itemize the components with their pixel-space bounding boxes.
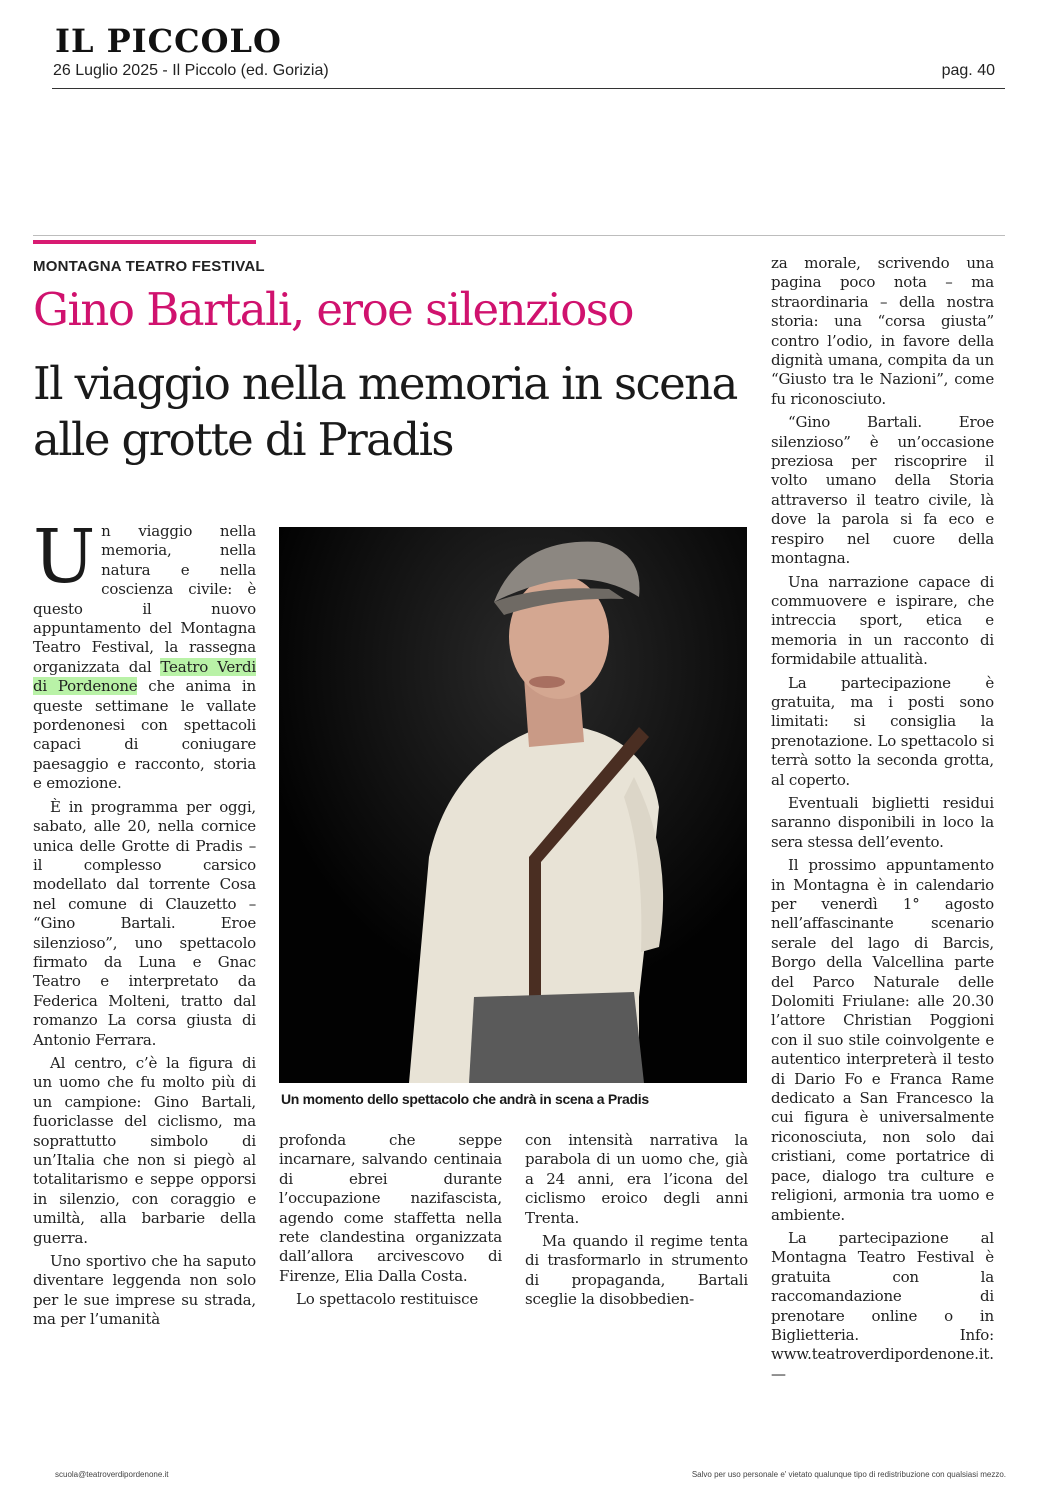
paragraph-2: È in programma per oggi, sabato, alle 20, nella cornice unica delle Grotte di Pradis – il complesso carsico modellato dal torrente Cosa nel comune di Clauzetto – “Gino Bartali. Eroe silenzioso”, uno spettacolo firmato da Luna e Gnac Teatro e interpretato da Federica Molteni, tratto dal romanzo La corsa giusta di Antonio Ferrara.: [33, 797, 256, 1049]
footer-email: scuola@teatroverdipordenone.it: [55, 1470, 169, 1479]
paragraph-14: Il prossimo appuntamento in Montagna è in calendario per venerdì 1° agosto nell’affascinante scenario serale del lago di Barcis, Borgo della Valcellina parte del Parco Naturale delle Dolomiti Friulane: alle 20.30 l’attore Christian Poggioni con il suo stile coinvolgente e autentico interpreterà il testo di Dario Fo e Franca Rame dedicato a San Francesco la cui figura è universalmente riconosciuta, non solo dai cristiani, come portatrice di pace, dialogo tra culture e religioni, armonia tra uomo e ambiente.: [771, 856, 994, 1224]
highlighted-text: Teatro Verdi di Pordenone: [33, 657, 256, 696]
kicker-accent-bar: [33, 240, 256, 244]
paragraph-9: za morale, scrivendo una pagina poco nota – ma straordinaria – della nostra storia: una “corsa giusta” contro l’odio, in favore della dignità umana, compita da un “Giusto tra le Nazioni”, come fu riconosciuto.: [771, 254, 994, 408]
paragraph-11: Una narrazione capace di commuovere e ispirare, che intreccia sport, etica e memoria in un racconto di formidabile attualità.: [771, 572, 994, 669]
kicker: MONTAGNA TEATRO FESTIVAL: [33, 258, 265, 275]
masthead-logo: IL PICCOLO: [55, 22, 282, 60]
headline: Gino Bartali, eroe silenzioso: [33, 283, 633, 336]
photo-caption: Un momento dello spettacolo che andrà in scena a Pradis: [281, 1091, 649, 1107]
page-number: pag. 40: [941, 62, 995, 79]
article-column-3: [525, 1131, 748, 1314]
paragraph-6: Lo spettacolo restituisce: [296, 1290, 478, 1309]
header-rule: [52, 88, 1005, 89]
paragraph-12: La partecipazione è gratuita, ma i posti sono limitati: si consiglia la prenotazione. Lo spettacolo si terrà sotto la seconda grotta, al coperto.: [771, 673, 994, 789]
article-column-4: [771, 254, 994, 1388]
footer-copyright-notice: Salvo per uso personale e' vietato qualunque tipo di redistribuzione con qualsiasi mezzo.: [691, 1470, 1006, 1479]
article-column-2: [279, 1131, 502, 1314]
paragraph-4: Uno sportivo che ha saputo diventare leggenda non solo per le sue imprese su strada, ma per l’umanità: [33, 1252, 256, 1329]
paragraph-7: con intensità narrativa la parabola di un uomo che, già a 24 anni, era l’icona del ciclismo eroico degli anni Trenta.: [525, 1131, 748, 1227]
subheadline: Il viaggio nella memoria in scena alle grotte di Pradis: [33, 357, 737, 466]
paragraph-1: Un viaggio nella memoria, nella natura e nella coscienza civile: è questo il nuovo appuntamento del Montagna Teatro Festival, la rassegna organizzata dal Teatro Verdi di Pordenone che anima in queste settimane le vallate pordenonesi con spettacoli capaci di coniugare paesaggio e racconto, storia e emozione.: [33, 514, 256, 793]
dateline: 26 Luglio 2025 - Il Piccolo (ed. Gorizia): [53, 62, 329, 79]
paragraph-5: profonda che seppe incarnare, salvando centinaia di ebrei durante l’occupazione nazifascista, agendo come staffetta nella rete clandestina organizzata dall’allora arcivescovo di Firenze, Elia Dalla Costa.: [279, 1131, 502, 1285]
section-divider: [33, 235, 1005, 236]
paragraph-10: “Gino Bartali. Eroe silenzioso” è un’occasione preziosa per riscoprire il volto umano della Storia attraverso il teatro civile, là dove la parola si fa eco e respiro nel cuore della montagna.: [771, 413, 994, 568]
article-photo: [279, 527, 747, 1083]
article-column-1: [33, 514, 256, 1334]
paragraph-3: Al centro, c’è la figura di un uomo che fu molto più di un campione: Gino Bartali, fuoriclasse del ciclismo, ma soprattutto simbolo di un’Italia che non si piegò al totalitarismo e seppe opporsi in silenzio, con coraggio e umiltà, alla barbarie della guerra.: [33, 1053, 256, 1247]
drop-cap: U: [33, 514, 96, 600]
paragraph-13: Eventuali biglietti residui saranno disponibili in loco la sera stessa dell’evento.: [771, 793, 994, 851]
paragraph-15: La partecipazione al Montagna Teatro Festival è gratuita con la raccomandazione di prenotare online o in Biglietteria. Info: www.teatroverdipordenone.it. —: [771, 1228, 994, 1383]
actor-photo-illustration: [279, 527, 747, 1083]
paragraph-8: Ma quando il regime tenta di trasformarlo in strumento di propaganda, Bartali sceglie la disobbedien-: [525, 1232, 748, 1309]
